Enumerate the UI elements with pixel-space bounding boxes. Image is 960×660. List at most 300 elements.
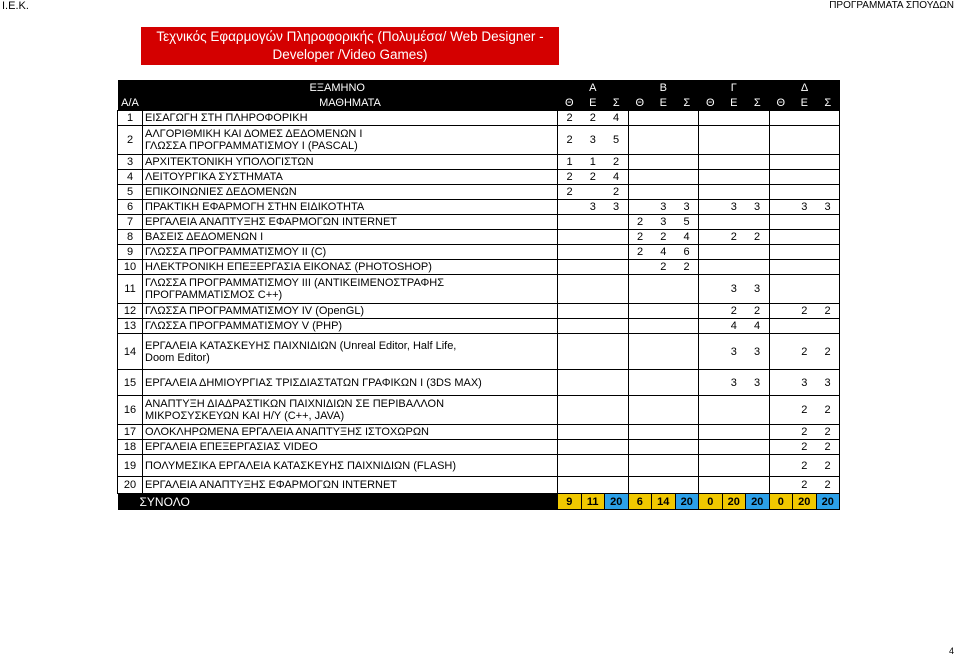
hours-cell [675,334,699,370]
course-name [143,155,558,170]
hours-cell [628,111,652,126]
hours-cell [558,370,582,396]
course-name-line: ΒΑΣΕΙΣ ΔΕΔΟΜΕΝΩΝ Ι [145,231,264,243]
hours-cell [699,440,723,455]
hours-cell: 2 [628,245,652,260]
hours-cell [746,425,770,440]
hours-cell [699,334,723,370]
hours-cell [605,260,629,275]
total-cell: 20 [793,494,817,510]
hours-cell: 2 [793,396,817,425]
hours-cell [652,126,676,155]
hours-cell [769,185,793,200]
hours-cell: 4 [722,319,746,334]
hours-cell: 2 [816,396,840,425]
row-index: 17 [118,425,143,440]
hours-cell: 2 [746,230,770,245]
hours-cell: 5 [675,215,699,230]
hours-cell [769,455,793,477]
hours-cell [628,200,652,215]
hours-cell: 5 [605,126,629,155]
row-index: 7 [118,215,143,230]
hours-cell [581,440,605,455]
hours-cell [652,155,676,170]
hours-cell [581,260,605,275]
hours-cell [722,260,746,275]
subcol-header: Ε [722,95,746,111]
total-cell: 0 [769,494,793,510]
page-number: 4 [948,646,954,656]
hours-cell: 2 [558,185,582,200]
hours-cell [628,304,652,319]
course-name [143,440,558,455]
hours-cell [722,396,746,425]
hours-cell [722,170,746,185]
hours-cell [699,304,723,319]
table-row [118,275,840,304]
hours-cell [628,185,652,200]
hours-cell: 2 [722,304,746,319]
hours-cell [769,304,793,319]
hours-cell: 2 [793,425,817,440]
hours-cell [628,260,652,275]
hours-cell [581,455,605,477]
curriculum-table [117,80,840,510]
hours-cell [581,477,605,494]
course-name-line: ΗΛΕΚΤΡΟΝΙΚΗ ΕΠΕΞΕΡΓΑΣΙΑ ΕΙΚΟΝΑΣ (PHOTOSHOP) [145,261,432,273]
hours-cell [769,155,793,170]
subcol-header: Σ [816,95,840,111]
courses-header: ΜΑΘΗΜΑΤΑ [143,95,558,111]
subcol-header: Σ [605,95,629,111]
hours-cell [699,396,723,425]
hours-cell [816,126,840,155]
hours-cell [699,319,723,334]
row-index: 5 [118,185,143,200]
hours-cell [605,334,629,370]
total-label: ΣΥΝΟΛΟ [118,494,558,510]
hours-cell: 3 [746,370,770,396]
hours-cell [816,260,840,275]
hours-cell [628,275,652,304]
hours-cell [722,215,746,230]
hours-cell: 3 [722,334,746,370]
hours-cell [793,260,817,275]
course-name [143,396,558,425]
course-name-line: ΜΙΚΡΟΣΥΣΚΕΥΩΝ ΚΑΙ Η/Υ (C++, JAVA) [145,410,345,422]
hours-cell: 2 [558,111,582,126]
hours-cell [558,440,582,455]
table-row [118,155,840,170]
row-index: 3 [118,155,143,170]
hours-cell: 2 [816,334,840,370]
course-name [143,477,558,494]
hours-cell [793,275,817,304]
course-name-line: ΑΝΑΠΤΥΞΗ ΔΙΑΔΡΑΣΤΙΚΩΝ ΠΑΙΧΝΙΔΙΩΝ ΣΕ ΠΕΡΙΒΑΛΛΟΝ [145,398,445,410]
hours-cell [558,425,582,440]
hours-cell [652,304,676,319]
hours-cell: 6 [675,245,699,260]
hours-cell [605,304,629,319]
hours-cell: 4 [605,111,629,126]
hours-cell [722,155,746,170]
hours-cell [722,111,746,126]
row-index: 15 [118,370,143,396]
hours-cell [699,126,723,155]
subcol-header: Ε [652,95,676,111]
hours-cell [558,200,582,215]
subcol-header: Θ [699,95,723,111]
row-index: 10 [118,260,143,275]
hours-cell: 2 [816,477,840,494]
semester-2-header: Β [628,80,699,95]
table-row [118,304,840,319]
hours-cell: 2 [816,425,840,440]
hours-cell: 3 [652,215,676,230]
hours-cell [816,275,840,304]
hours-cell [769,111,793,126]
total-cell: 20 [816,494,840,510]
hours-cell [675,155,699,170]
table-row [118,455,840,477]
hours-cell [628,396,652,425]
hours-cell: 3 [652,200,676,215]
hours-cell: 2 [652,230,676,245]
hours-cell: 3 [722,200,746,215]
course-name [143,215,558,230]
hours-cell [675,126,699,155]
subcol-header: Θ [769,95,793,111]
hours-cell [652,334,676,370]
row-index: 12 [118,304,143,319]
hours-cell: 4 [675,230,699,245]
hours-cell: 2 [581,170,605,185]
hours-cell: 2 [816,440,840,455]
hours-cell [769,477,793,494]
hours-cell [605,245,629,260]
hours-cell [769,440,793,455]
table-row [118,370,840,396]
hours-cell [652,477,676,494]
hours-cell: 3 [581,200,605,215]
hours-cell [699,200,723,215]
hours-cell [793,111,817,126]
hours-cell: 3 [816,200,840,215]
hours-cell: 3 [605,200,629,215]
hours-cell [816,230,840,245]
course-name [143,425,558,440]
hours-cell [816,319,840,334]
hours-cell [605,396,629,425]
course-name-line: ΛΕΙΤΟΥΡΓΙΚΑ ΣΥΣΤΗΜΑΤΑ [145,171,283,183]
semester-1-header: Α [558,80,629,95]
hours-cell [581,230,605,245]
hours-cell [675,440,699,455]
course-name-line: ΟΛΟΚΛΗΡΩΜΕΝΑ ΕΡΓΑΛΕΙΑ ΑΝΑΠΤΥΞΗΣ ΙΣΤΟΧΩΡΩΝ [145,426,429,438]
program-title-line1: Τεχνικός Εφαρμογών Πληροφορικής (Πολυμέσα/ Web Designer - [156,29,544,44]
subcol-header: Θ [558,95,582,111]
row-index: 14 [118,334,143,370]
hours-cell [581,425,605,440]
hours-cell [558,215,582,230]
hours-cell [675,111,699,126]
course-name [143,370,558,396]
hours-cell: 3 [746,334,770,370]
total-cell: 0 [699,494,723,510]
hours-cell [769,170,793,185]
hours-cell [722,245,746,260]
row-index: 19 [118,455,143,477]
course-name-line: ΠΟΛΥΜΕΣΙΚΑ ΕΡΓΑΛΕΙΑ ΚΑΤΑΣΚΕΥΗΣ ΠΑΙΧΝΙΔΙΩΝ (FLASH) [145,459,457,472]
table-row [118,319,840,334]
hours-cell [558,304,582,319]
hours-cell: 2 [675,260,699,275]
hours-cell [605,370,629,396]
program-title [141,27,559,65]
hours-cell [605,230,629,245]
hours-cell [793,155,817,170]
course-name-line: ΕΙΣΑΓΩΓΗ ΣΤΗ ΠΛΗΡΟΦΟΡΙΚΗ [145,112,308,124]
hours-cell [746,455,770,477]
row-index: 1 [118,111,143,126]
hours-cell: 3 [581,126,605,155]
table-row [118,334,840,370]
hours-cell [699,425,723,440]
table-row [118,260,840,275]
hours-cell [675,275,699,304]
hours-cell [816,155,840,170]
subcol-header: Θ [628,95,652,111]
course-name [143,230,558,245]
hours-cell [769,396,793,425]
course-name-line: ΓΛΩΣΣΑ ΠΡΟΓΡΑΜΜΑΤΙΣΜΟΥ IV (OpenGL) [145,305,365,317]
hours-cell [769,425,793,440]
hours-cell [699,111,723,126]
course-name-line: ΓΛΩΣΣΑ ΠΡΟΓΡΑΜΜΑΤΙΣΜΟΥ ΙΙΙ (ΑΝΤΙΚΕΙΜΕΝΟΣΤΡΑΦΗΣ [145,277,444,289]
hours-cell [581,396,605,425]
hours-cell: 2 [652,260,676,275]
hours-cell [558,396,582,425]
hours-cell [675,304,699,319]
hours-cell [746,111,770,126]
hours-cell: 4 [605,170,629,185]
row-index: 11 [118,275,143,304]
hours-cell [581,304,605,319]
hours-cell [793,245,817,260]
table-row [118,440,840,455]
course-name-line: ΓΛΩΣΣΑ ΠΡΟΓΡΑΜΜΑΤΙΣΜΟΥ Ι (PASCAL) [145,140,358,152]
hours-cell [769,215,793,230]
course-name-line: ΕΡΓΑΛΕΙΑ ΕΠΕΞΕΡΓΑΣΙΑΣ VIDEO [145,441,318,453]
hours-cell: 2 [816,304,840,319]
hours-cell [558,455,582,477]
table-row [118,111,840,126]
hours-cell: 2 [793,334,817,370]
hours-cell [581,275,605,304]
total-cell: 20 [605,494,629,510]
course-name-line: ΑΛΓΟΡΙΘΜΙΚΗ ΚΑΙ ΔΟΜΕΣ ΔΕΔΟΜΕΝΩΝ Ι [145,128,363,140]
hours-cell [699,477,723,494]
header-row-columns [118,95,840,111]
total-cell: 11 [581,494,605,510]
hours-cell: 3 [793,200,817,215]
hours-cell [699,455,723,477]
hours-cell [746,126,770,155]
total-row [118,494,840,510]
course-name [143,170,558,185]
course-name [143,200,558,215]
hours-cell: 1 [581,155,605,170]
header-row-semesters [118,80,840,95]
hours-cell [605,455,629,477]
hours-cell [581,185,605,200]
hours-cell [652,111,676,126]
hours-cell [699,170,723,185]
hours-cell [699,185,723,200]
hours-cell [793,126,817,155]
program-title-line2: Developer /Video Games) [272,47,428,62]
hours-cell [816,245,840,260]
hours-cell [746,245,770,260]
hours-cell [675,319,699,334]
course-name-line: ΠΡΟΓΡΑΜΜΑΤΙΣΜΟΣ C++) [145,289,283,301]
subcol-header: Ε [793,95,817,111]
hours-cell: 4 [746,319,770,334]
hours-cell [699,260,723,275]
hours-cell [746,155,770,170]
hours-cell: 2 [628,230,652,245]
hours-cell [746,440,770,455]
course-name [143,245,558,260]
hours-cell [769,200,793,215]
hours-cell [581,245,605,260]
hours-cell: 2 [558,126,582,155]
hours-cell [722,425,746,440]
hours-cell [722,185,746,200]
course-name [143,319,558,334]
hours-cell [816,215,840,230]
subcol-header: Ε [581,95,605,111]
hours-cell [793,185,817,200]
hours-cell [793,215,817,230]
hours-cell [628,319,652,334]
hours-cell [581,334,605,370]
subcol-header: Σ [675,95,699,111]
hours-cell: 3 [816,370,840,396]
hours-cell [558,260,582,275]
hours-cell [628,455,652,477]
hours-cell [628,155,652,170]
hours-cell [699,245,723,260]
hours-cell [605,440,629,455]
course-name [143,260,558,275]
table-row [118,200,840,215]
total-cell: 20 [722,494,746,510]
hours-cell [628,425,652,440]
semester-header: ΕΞΑΜΗΝΟ [118,80,558,95]
hours-cell [675,477,699,494]
hours-cell [605,425,629,440]
hours-cell [816,111,840,126]
semester-4-header: Δ [769,80,840,95]
table-row [118,230,840,245]
hours-cell [769,370,793,396]
hours-cell: 2 [628,215,652,230]
course-name [143,111,558,126]
hours-cell [722,455,746,477]
hours-cell [793,319,817,334]
hours-cell [769,260,793,275]
total-cell: 6 [628,494,652,510]
hours-cell [628,170,652,185]
hours-cell [769,245,793,260]
hours-cell [558,230,582,245]
hours-cell: 2 [605,185,629,200]
subcol-header: Σ [746,95,770,111]
hours-cell [699,370,723,396]
row-index: 9 [118,245,143,260]
total-cell: 20 [675,494,699,510]
hours-cell [605,319,629,334]
total-cell: 14 [652,494,676,510]
total-cell: 20 [746,494,770,510]
hours-cell [769,334,793,370]
hours-cell [746,170,770,185]
hours-cell [675,425,699,440]
hours-cell [746,477,770,494]
hours-cell [793,170,817,185]
course-name [143,304,558,319]
course-name-line: ΕΡΓΑΛΕΙΑ ΔΗΜΙΟΥΡΓΙΑΣ ΤΡΙΣΔΙΑΣΤΑΤΩΝ ΓΡΑΦΙΚΩΝ Ι (3DS MAX) [145,376,482,389]
hours-cell [628,370,652,396]
hours-cell [652,440,676,455]
course-name [143,455,558,477]
hours-cell: 2 [558,170,582,185]
hours-cell [675,170,699,185]
course-name-line: Doom Editor) [145,351,210,364]
hours-cell [652,396,676,425]
course-name [143,126,558,155]
hours-cell: 2 [793,440,817,455]
hours-cell: 2 [816,455,840,477]
hours-cell [628,334,652,370]
hours-cell [581,370,605,396]
hours-cell [652,370,676,396]
header-right: ΠΡΟΓΡΑΜΜΑΤΑ ΣΠΟΥΔΩΝ [829,0,954,11]
hours-cell: 2 [793,477,817,494]
row-index: 16 [118,396,143,425]
hours-cell [652,455,676,477]
hours-cell [769,230,793,245]
hours-cell [746,185,770,200]
semester-3-header: Γ [699,80,770,95]
hours-cell [746,396,770,425]
hours-cell: 2 [793,304,817,319]
hours-cell [699,230,723,245]
hours-cell [605,275,629,304]
hours-cell: 2 [581,111,605,126]
hours-cell [558,275,582,304]
hours-cell [816,170,840,185]
table-row [118,425,840,440]
hours-cell [722,440,746,455]
row-index: 13 [118,319,143,334]
row-index: 6 [118,200,143,215]
hours-cell [699,275,723,304]
total-cell: 9 [558,494,582,510]
hours-cell [675,455,699,477]
hours-cell [652,185,676,200]
